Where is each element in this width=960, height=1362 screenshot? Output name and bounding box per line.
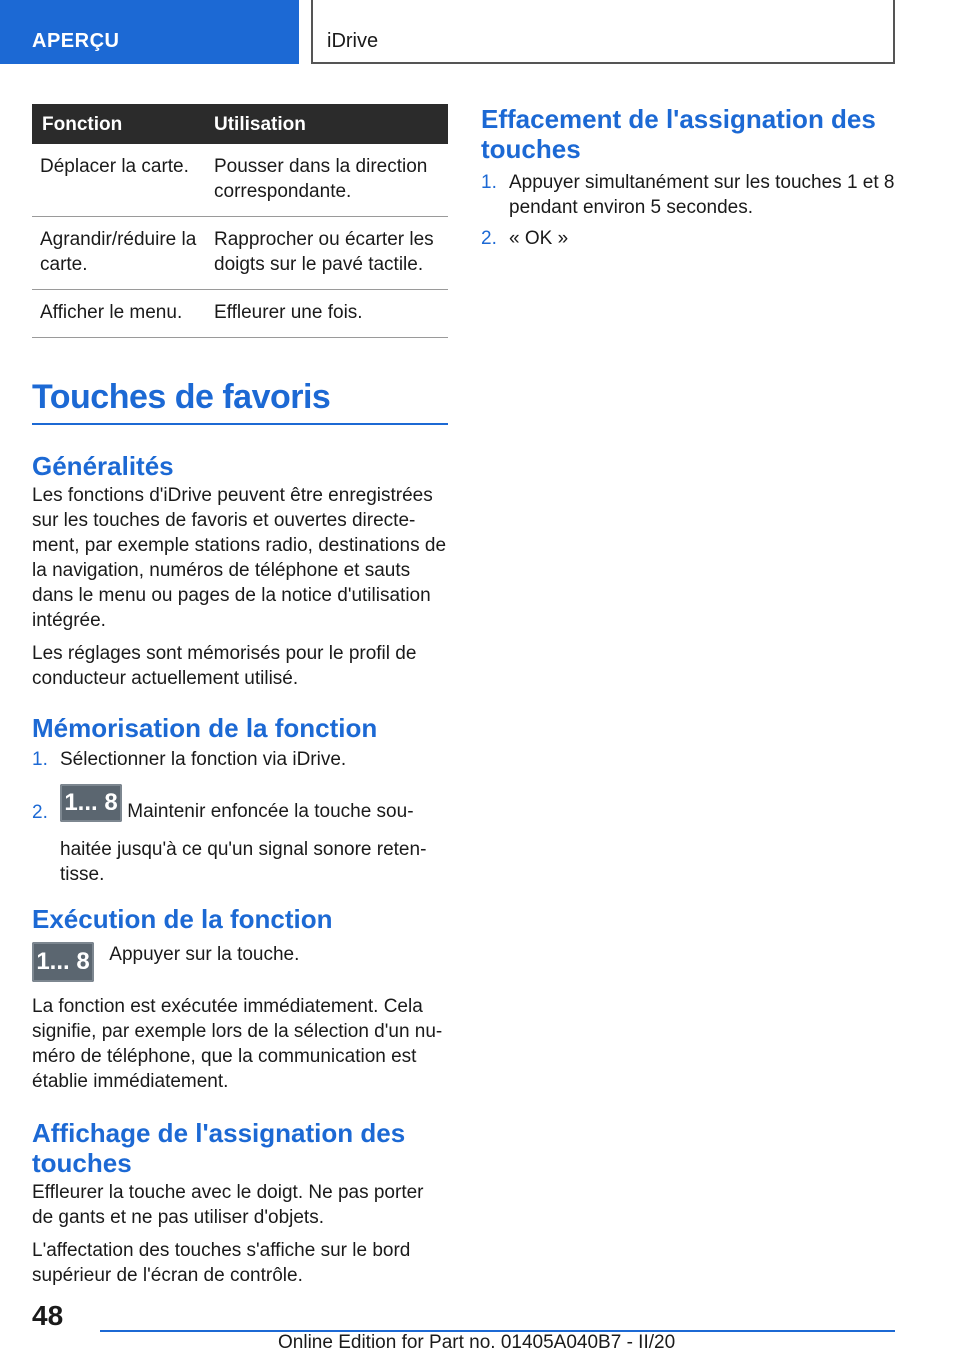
step-text: Appuyer simultanément sur les touches 1 et 8 pendant environ 5 secondes. bbox=[509, 172, 895, 218]
table-row bbox=[32, 290, 448, 338]
favorite-key-icon: 1... 8 bbox=[60, 784, 122, 822]
section-title: Touches de favoris bbox=[32, 378, 448, 425]
favorite-key-icon: 1... 8 bbox=[32, 942, 94, 982]
table-cell: Afficher le menu. bbox=[32, 290, 206, 338]
chapter-header bbox=[311, 0, 895, 64]
table-row bbox=[32, 144, 448, 217]
table-cell: Agrandir/réduire la carte. bbox=[32, 217, 206, 290]
paragraph: L'affectation des touches s'affiche sur le bord supérieur de l'écran de contrôle. bbox=[32, 1240, 411, 1286]
key-instruction bbox=[32, 942, 448, 982]
chapter-title: iDrive bbox=[327, 30, 379, 52]
heading-effacement: Effacement de l'assignation des touches bbox=[481, 104, 876, 164]
paragraph: Effleurer la touche avec le doigt. Ne pas porter de gants et ne pas utiliser d'objets. bbox=[32, 1182, 424, 1228]
table-cell: Rapprocher ou écarter les doigts sur le pavé tactile. bbox=[206, 217, 448, 290]
paragraph: La fonction est exécutée immédiatement. Cela signifie, par exemple lors de la sélection d'un numéro de téléphone, que la communication est établie immédiatement. bbox=[32, 996, 443, 1092]
table-cell: Pousser dans la direction correspondante. bbox=[206, 144, 448, 217]
section-tab bbox=[0, 0, 299, 64]
page-number: 48 bbox=[32, 1300, 64, 1331]
table-cell: Déplacer la carte. bbox=[32, 144, 206, 217]
heading-memorisation: Mémorisation de la fonction bbox=[32, 713, 378, 743]
step-number: 2. bbox=[32, 802, 48, 823]
paragraph: Les fonctions d'iDrive peuvent être enregistrées sur les touches de favoris et ouvertes directement, par exemple stations radio, destinations de la navigation, numéros de téléphone et sauts dans le menu ou pages de la notice d'utilisation intégrée. bbox=[32, 485, 447, 631]
table-row bbox=[32, 217, 448, 290]
step-number: 1. bbox=[32, 749, 48, 770]
list-item bbox=[481, 170, 895, 220]
step-text: Sélectionner la fonction via iDrive. bbox=[60, 749, 347, 770]
paragraph: Les réglages sont mémorisés pour le profil de conducteur actuellement utilisé. bbox=[32, 643, 417, 689]
step-number: 2. bbox=[481, 228, 497, 249]
key-instruction-text: Appuyer sur la touche. bbox=[109, 944, 300, 965]
function-table bbox=[32, 104, 448, 338]
right-column bbox=[481, 104, 895, 251]
list-item bbox=[32, 784, 448, 885]
list-item bbox=[481, 226, 895, 251]
table-cell: Effleurer une fois. bbox=[206, 290, 448, 338]
table-header-fonction: Fonction bbox=[32, 104, 206, 144]
step-text: « OK » bbox=[509, 228, 569, 249]
heading-generalites: Généralités bbox=[32, 451, 174, 481]
heading-affichage: Affichage de l'assignation des touches bbox=[32, 1118, 406, 1178]
list-item bbox=[32, 747, 448, 772]
left-column bbox=[32, 104, 448, 1288]
table-header-row bbox=[32, 104, 448, 144]
step-number: 1. bbox=[481, 172, 497, 193]
table-header-utilisation: Utilisation bbox=[206, 104, 448, 144]
section-tab-label: APERÇU bbox=[32, 30, 120, 52]
step-text: Maintenir enfoncée la touche souhaitée jusqu'à ce qu'un signal sonore retentisse. bbox=[60, 801, 427, 885]
heading-execution: Exécution de la fonction bbox=[32, 904, 333, 934]
edition-text: Online Edition for Part no. 01405A040B7 - II/20 bbox=[278, 1332, 676, 1353]
